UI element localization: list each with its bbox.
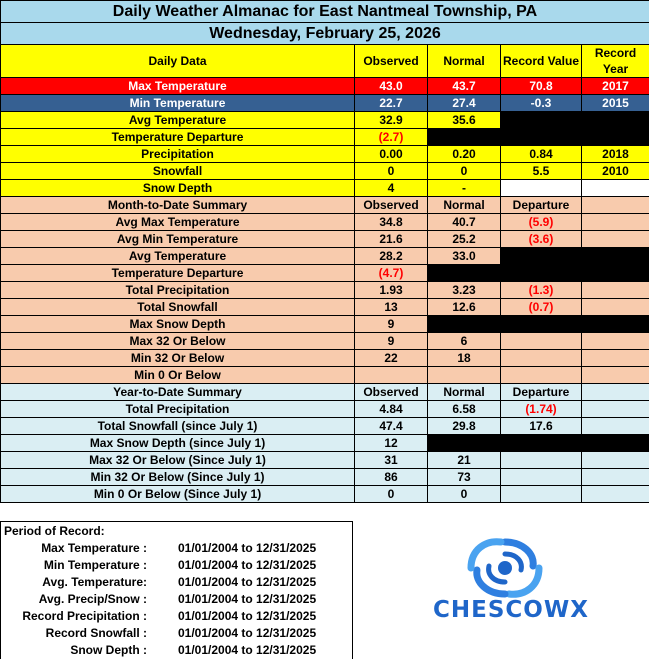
por-range: 01/01/2004 to 12/31/2025 xyxy=(178,609,317,623)
blank-cell xyxy=(582,435,649,452)
blank-cell xyxy=(582,231,649,248)
record-value: 0.84 xyxy=(501,146,582,163)
blank-cell xyxy=(501,180,582,197)
ytd-row xyxy=(1,418,649,435)
period-of-record-box xyxy=(0,521,353,659)
row-label: Min 32 Or Below (Since July 1) xyxy=(1,469,355,486)
blank-cell xyxy=(501,265,582,282)
ytd-row xyxy=(1,452,649,469)
observed-value: (2.7) xyxy=(355,129,428,146)
mtd-header-row xyxy=(1,197,649,214)
mtd-row xyxy=(1,367,649,384)
row-label: Total Precipitation xyxy=(1,282,355,299)
row-label: Min 0 Or Below (Since July 1) xyxy=(1,486,355,503)
daily-snowfall-row xyxy=(1,163,649,180)
observed-value: 47.4 xyxy=(355,418,428,435)
row-label: Avg Max Temperature xyxy=(1,214,355,231)
daily-temp-departure-row xyxy=(1,129,649,146)
row-label: Avg Temperature xyxy=(1,112,355,129)
blank-cell xyxy=(582,452,649,469)
blank-cell xyxy=(428,265,501,282)
blank-cell xyxy=(501,469,582,486)
section-title: Year-to-Date Summary xyxy=(1,384,355,401)
blank-cell xyxy=(501,248,582,265)
por-label: Record Precipitation : xyxy=(22,609,147,623)
mtd-row xyxy=(1,265,649,282)
daily-header-row xyxy=(1,45,649,78)
blank-cell xyxy=(582,367,649,384)
period-of-record-title: Period of Record: xyxy=(4,524,105,538)
header-normal: Normal xyxy=(428,197,501,214)
row-label: Min 0 Or Below xyxy=(1,367,355,384)
por-label: Record Snowfall : xyxy=(45,626,147,640)
period-of-record-row xyxy=(1,540,354,557)
observed-value: 0 xyxy=(355,163,428,180)
observed-value: 34.8 xyxy=(355,214,428,231)
ytd-row xyxy=(1,435,649,452)
blank-cell xyxy=(501,333,582,350)
chescowx-logo xyxy=(380,536,630,646)
blank-cell xyxy=(582,214,649,231)
por-label: Avg. Precip/Snow : xyxy=(38,592,147,606)
row-label: Max 32 Or Below (Since July 1) xyxy=(1,452,355,469)
por-range: 01/01/2004 to 12/31/2025 xyxy=(178,541,317,555)
mtd-row xyxy=(1,282,649,299)
row-label: Total Snowfall (since July 1) xyxy=(1,418,355,435)
observed-value: 4.84 xyxy=(355,401,428,418)
record-value: 5.5 xyxy=(501,163,582,180)
row-label: Max 32 Or Below xyxy=(1,333,355,350)
departure-value: (1.3) xyxy=(501,282,582,299)
blank-cell xyxy=(582,248,649,265)
almanac-title: Daily Weather Almanac for East Nantmeal Township, PA xyxy=(1,1,649,23)
blank-cell xyxy=(501,367,582,384)
normal-value: 0 xyxy=(428,163,501,180)
observed-value: 31 xyxy=(355,452,428,469)
period-of-record-row xyxy=(1,591,354,608)
record-year: 2018 xyxy=(582,146,649,163)
blank-cell xyxy=(582,180,649,197)
observed-value: 9 xyxy=(355,333,428,350)
por-label: Avg. Temperature: xyxy=(42,575,147,589)
header-daily-data: Daily Data xyxy=(1,45,355,78)
normal-value: 73 xyxy=(428,469,501,486)
mtd-row xyxy=(1,316,649,333)
period-of-record-row xyxy=(1,574,354,591)
observed-value: 4 xyxy=(355,180,428,197)
blank-cell xyxy=(582,129,649,146)
row-label: Temperature Departure xyxy=(1,265,355,282)
period-of-record-row xyxy=(1,642,354,659)
blank-cell xyxy=(582,197,649,214)
normal-value: 0 xyxy=(428,486,501,503)
mtd-row xyxy=(1,350,649,367)
record-year: 2015 xyxy=(582,95,649,112)
row-label: Snow Depth xyxy=(1,180,355,197)
observed-value: 13 xyxy=(355,299,428,316)
header-observed: Observed xyxy=(355,197,428,214)
row-label: Snowfall xyxy=(1,163,355,180)
por-range: 01/01/2004 to 12/31/2025 xyxy=(178,575,317,589)
normal-value: 35.6 xyxy=(428,112,501,129)
normal-value: 3.23 xyxy=(428,282,501,299)
observed-value: 28.2 xyxy=(355,248,428,265)
daily-snow-depth-row xyxy=(1,180,649,197)
section-title: Month-to-Date Summary xyxy=(1,197,355,214)
normal-value: 43.7 xyxy=(428,78,501,95)
blank-cell xyxy=(582,350,649,367)
normal-value: 29.8 xyxy=(428,418,501,435)
blank-cell xyxy=(582,384,649,401)
normal-value: 27.4 xyxy=(428,95,501,112)
mtd-row xyxy=(1,231,649,248)
blank-cell xyxy=(582,486,649,503)
blank-cell xyxy=(582,316,649,333)
departure-value: (3.6) xyxy=(501,231,582,248)
daily-avg-temp-row xyxy=(1,112,649,129)
por-range: 01/01/2004 to 12/31/2025 xyxy=(178,626,317,640)
header-departure: Departure xyxy=(501,384,582,401)
por-range: 01/01/2004 to 12/31/2025 xyxy=(178,558,317,572)
header-departure: Departure xyxy=(501,197,582,214)
departure-value: (1.74) xyxy=(501,401,582,418)
departure-value: 17.6 xyxy=(501,418,582,435)
header-record-value: Record Value xyxy=(501,45,582,78)
blank-cell xyxy=(428,435,501,452)
row-label: Avg Temperature xyxy=(1,248,355,265)
blank-cell xyxy=(501,316,582,333)
blank-cell xyxy=(582,469,649,486)
blank-cell xyxy=(582,265,649,282)
mtd-row xyxy=(1,299,649,316)
observed-value: 86 xyxy=(355,469,428,486)
blank-cell xyxy=(501,486,582,503)
header-observed: Observed xyxy=(355,384,428,401)
header-record-year: Record Year xyxy=(582,45,649,78)
swirl-logo-icon xyxy=(465,536,545,600)
record-year: 2010 xyxy=(582,163,649,180)
row-label: Temperature Departure xyxy=(1,129,355,146)
observed-value: 1.93 xyxy=(355,282,428,299)
normal-value: 33.0 xyxy=(428,248,501,265)
row-label: Max Snow Depth (since July 1) xyxy=(1,435,355,452)
blank-cell xyxy=(501,435,582,452)
blank-cell xyxy=(582,282,649,299)
normal-value: 0.20 xyxy=(428,146,501,163)
observed-value xyxy=(355,367,428,384)
daily-min-temp-row xyxy=(1,95,649,112)
mtd-row xyxy=(1,333,649,350)
normal-value: 6.58 xyxy=(428,401,501,418)
blank-cell xyxy=(582,299,649,316)
observed-value: 0.00 xyxy=(355,146,428,163)
blank-cell xyxy=(428,316,501,333)
blank-cell xyxy=(501,452,582,469)
por-label: Min Temperature : xyxy=(43,558,147,572)
header-observed: Observed xyxy=(355,45,428,78)
blank-cell xyxy=(582,418,649,435)
normal-value: 6 xyxy=(428,333,501,350)
observed-value: 22 xyxy=(355,350,428,367)
blank-cell xyxy=(582,333,649,350)
row-label: Total Precipitation xyxy=(1,401,355,418)
row-label: Precipitation xyxy=(1,146,355,163)
daily-precipitation-row xyxy=(1,146,649,163)
almanac-date: Wednesday, February 25, 2026 xyxy=(1,23,649,45)
row-label: Avg Min Temperature xyxy=(1,231,355,248)
ytd-row xyxy=(1,401,649,418)
record-value: 70.8 xyxy=(501,78,582,95)
por-label: Max Temperature : xyxy=(41,541,147,555)
normal-value: 25.2 xyxy=(428,231,501,248)
observed-value: (4.7) xyxy=(355,265,428,282)
normal-value: 12.6 xyxy=(428,299,501,316)
observed-value: 21.6 xyxy=(355,231,428,248)
row-label: Min Temperature xyxy=(1,95,355,112)
row-label: Min 32 Or Below xyxy=(1,350,355,367)
record-value: -0.3 xyxy=(501,95,582,112)
period-of-record-row xyxy=(1,625,354,642)
period-of-record-row xyxy=(1,608,354,625)
ytd-row xyxy=(1,469,649,486)
header-normal: Normal xyxy=(428,45,501,78)
row-label: Max Snow Depth xyxy=(1,316,355,333)
normal-value: 40.7 xyxy=(428,214,501,231)
blank-cell xyxy=(582,112,649,129)
row-label: Max Temperature xyxy=(1,78,355,95)
row-label: Total Snowfall xyxy=(1,299,355,316)
mtd-row xyxy=(1,248,649,265)
record-year: 2017 xyxy=(582,78,649,95)
normal-value: - xyxy=(428,180,501,197)
normal-value: 18 xyxy=(428,350,501,367)
blank-cell xyxy=(501,129,582,146)
observed-value: 12 xyxy=(355,435,428,452)
blank-cell xyxy=(501,112,582,129)
normal-value: 21 xyxy=(428,452,501,469)
por-range: 01/01/2004 to 12/31/2025 xyxy=(178,643,317,657)
normal-value xyxy=(428,367,501,384)
header-normal: Normal xyxy=(428,384,501,401)
observed-value: 22.7 xyxy=(355,95,428,112)
observed-value: 43.0 xyxy=(355,78,428,95)
observed-value: 32.9 xyxy=(355,112,428,129)
departure-value: (5.9) xyxy=(501,214,582,231)
blank-cell xyxy=(428,129,501,146)
period-of-record-row xyxy=(1,557,354,574)
blank-cell xyxy=(501,350,582,367)
observed-value: 0 xyxy=(355,486,428,503)
departure-value: (0.7) xyxy=(501,299,582,316)
logo-text: CHESCOWX xyxy=(433,597,589,623)
por-range: 01/01/2004 to 12/31/2025 xyxy=(178,592,317,606)
blank-cell xyxy=(582,401,649,418)
por-label: Snow Depth : xyxy=(70,643,147,657)
observed-value: 9 xyxy=(355,316,428,333)
daily-max-temp-row xyxy=(1,78,649,95)
ytd-header-row xyxy=(1,384,649,401)
ytd-row xyxy=(1,486,649,503)
mtd-row xyxy=(1,214,649,231)
